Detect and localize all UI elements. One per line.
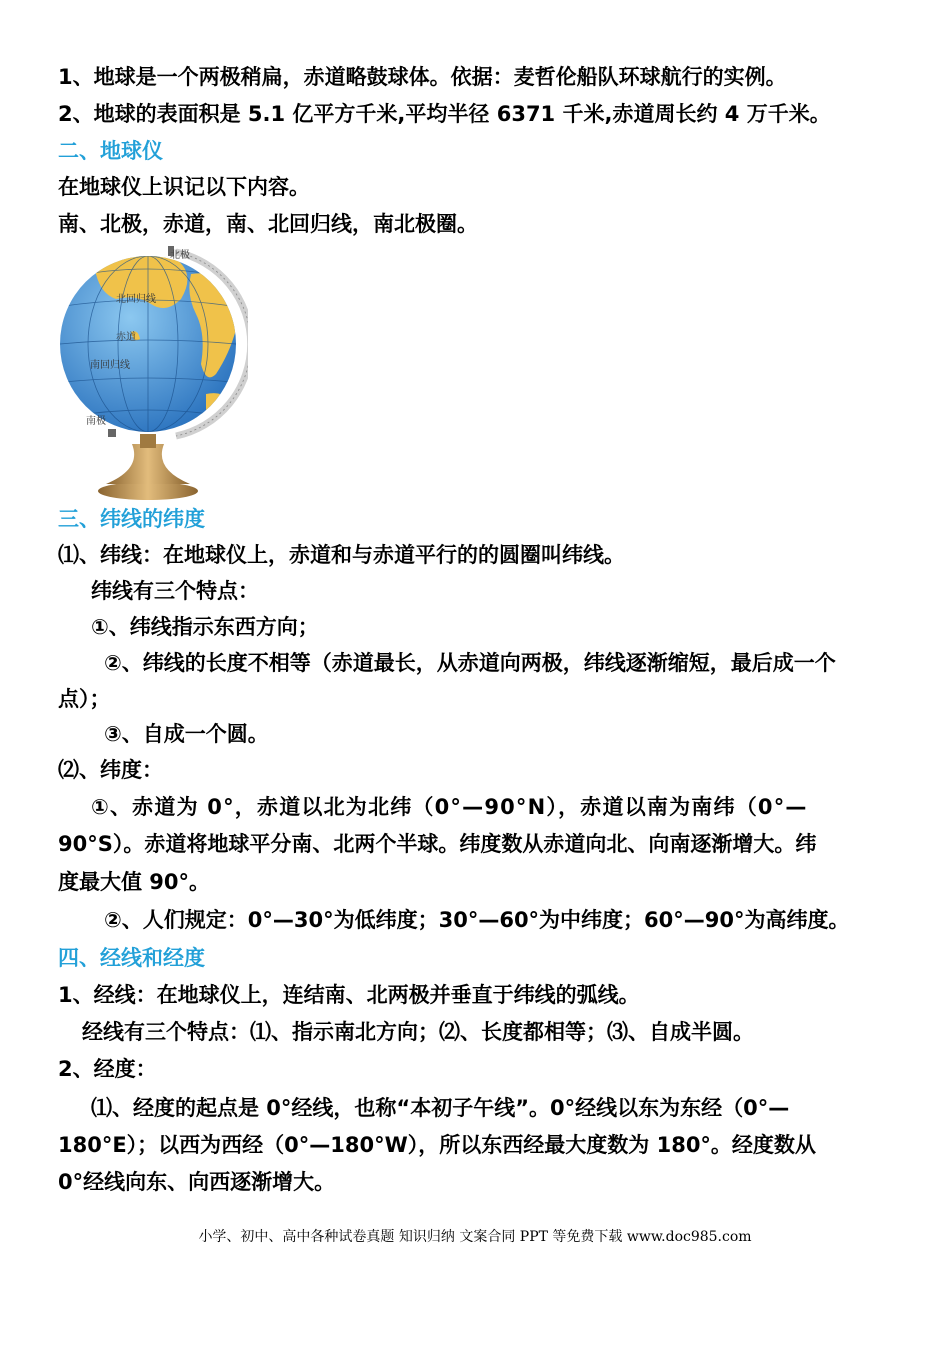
text-line: 2、经度： [58, 1057, 157, 1081]
text-line: ③、自成一个圆。 [104, 722, 269, 746]
text-line: 南、北极，赤道，南、北回归线，南北极圈。 [58, 212, 478, 236]
text-line: ⑴、经度的起点是 0°经线，也称“本初子午线”。0°经线以东为东经（0°— [91, 1096, 790, 1120]
text-line: 90°S）。赤道将地球平分南、北两个半球。纬度数从赤道向北、向南逐渐增大。纬 [58, 832, 817, 856]
globe-label-tropic-cancer: 北回归线 [116, 294, 156, 305]
globe-base [98, 482, 198, 500]
text-line: 经线有三个特点：⑴、指示南北方向；⑵、长度都相等；⑶、自成半圆。 [82, 1020, 754, 1044]
globe-label-south-pole: 南极 [86, 416, 106, 427]
text-line: ①、纬线指示东西方向； [91, 615, 319, 639]
globe-image [56, 244, 248, 500]
section-heading: 二、地球仪 [58, 139, 163, 163]
section-heading: 三、纬线的纬度 [58, 507, 205, 531]
globe-label-north-pole: 北极 [170, 250, 190, 261]
text-line: ⑵、纬度： [58, 758, 163, 782]
text-line: ②、纬线的长度不相等（赤道最长，从赤道向两极，纬线逐渐缩短，最后成一个 [104, 651, 836, 675]
footer-text: 小学、初中、高中各种试卷真题 知识归纳 文案合同 PPT 等免费下载 www.doc985.com [198, 1229, 752, 1245]
text-line: ⑴、纬线：在地球仪上，赤道和与赤道平行的的圆圈叫纬线。 [58, 543, 625, 567]
text-line: 180°E）；以西为西经（0°—180°W），所以东西经最大度数为 180°。经度数从 [58, 1133, 816, 1157]
globe-label-tropic-capricorn: 南回归线 [90, 360, 130, 371]
section-heading: 四、经线和经度 [58, 946, 205, 970]
text-line: 在地球仪上识记以下内容。 [58, 175, 310, 199]
text-line: 1、地球是一个两极稍扁，赤道略鼓球体。依据：麦哲伦船队环球航行的实例。 [58, 65, 787, 89]
text-line: ①、赤道为 0°，赤道以北为北纬（0°—90°N），赤道以南为南纬（0°— [91, 795, 808, 819]
globe-label-equator: 赤道 [116, 332, 136, 343]
text-line: 度最大值 90°。 [58, 870, 211, 894]
text-line: ②、人们规定：0°—30°为低纬度；30°—60°为中纬度；60°—90°为高纬度。 [104, 908, 850, 932]
text-line: 点）； [58, 687, 111, 711]
text-line: 2、地球的表面积是 5.1 亿平方千米,平均半径 6371 千米,赤道周长约 4 万千米。 [58, 102, 831, 126]
text-line: 纬线有三个特点： [91, 579, 259, 603]
text-line: 0°经线向东、向西逐渐增大。 [58, 1170, 336, 1194]
text-line: 1、经线：在地球仪上，连结南、北两极并垂直于纬线的弧线。 [58, 983, 640, 1007]
globe-stand [106, 444, 190, 484]
